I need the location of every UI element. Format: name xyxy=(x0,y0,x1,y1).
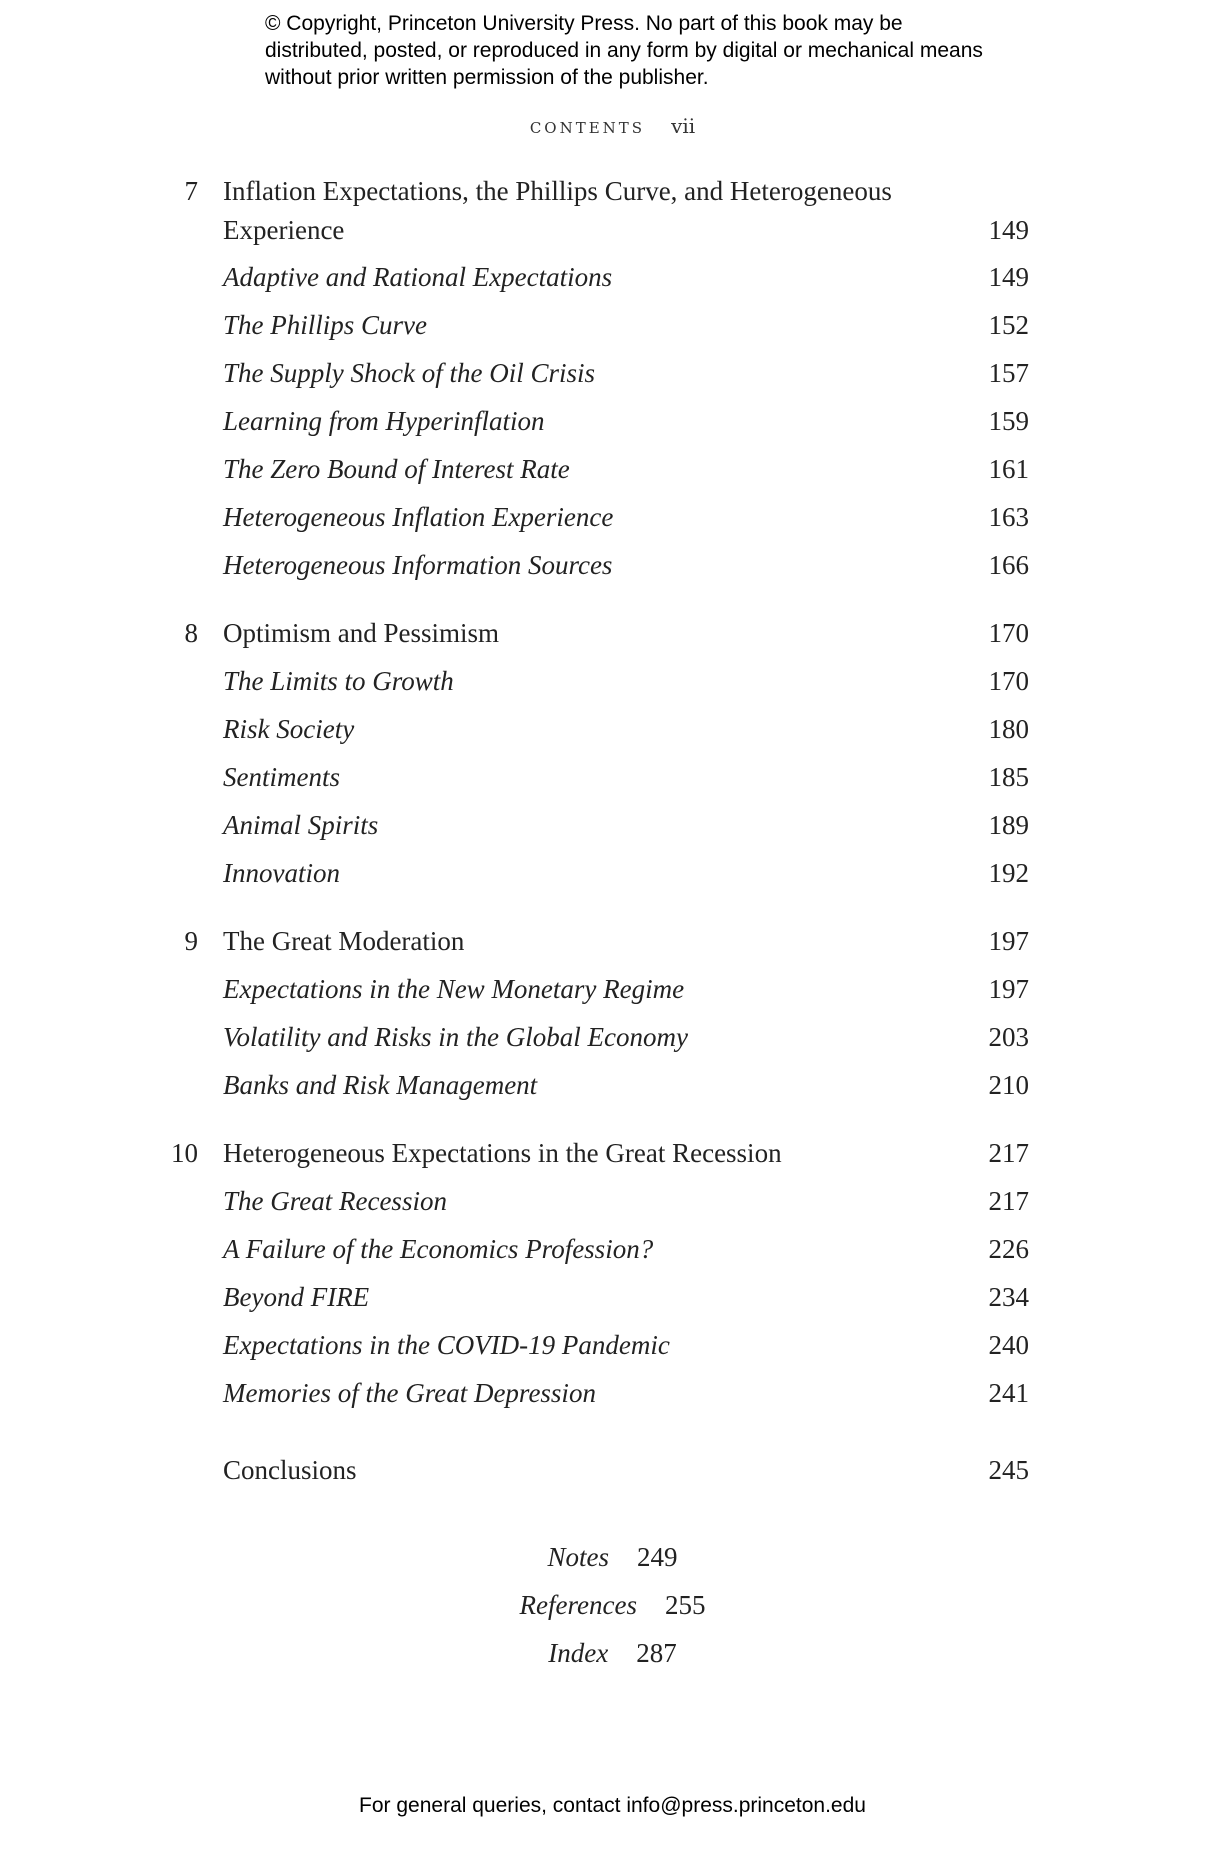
section-title: Memories of the Great Depression xyxy=(223,1378,596,1408)
back-matter-title: Index xyxy=(548,1638,609,1668)
chapter-page: 170 xyxy=(988,618,1029,648)
section-title: The Great Recession xyxy=(223,1186,447,1216)
running-head-label: CONTENTS xyxy=(529,119,646,137)
conclusions-title: Conclusions xyxy=(223,1455,357,1485)
back-matter-page: 287 xyxy=(636,1638,677,1668)
footer-contact: For general queries, contact info@press.princeton.edu xyxy=(359,1794,866,1817)
running-head xyxy=(0,114,1225,138)
chapter-page: 197 xyxy=(988,926,1029,956)
chapter-title: Heterogeneous Expectations in the Great Recession xyxy=(223,1138,782,1168)
section-page: 240 xyxy=(988,1330,1029,1360)
chapter-page: 149 xyxy=(988,215,1029,245)
section-title: Expectations in the COVID-19 Pandemic xyxy=(223,1330,670,1360)
section-title: Volatility and Risks in the Global Economy xyxy=(223,1022,688,1052)
section-page: 210 xyxy=(988,1070,1029,1100)
section-page: 241 xyxy=(988,1378,1029,1408)
section-title: Beyond FIRE xyxy=(223,1282,370,1312)
section-page: 185 xyxy=(988,762,1029,792)
chapter-title: Optimism and Pessimism xyxy=(223,618,500,648)
toc-back-matter-index[interactable] xyxy=(0,1638,1225,1669)
section-page: 166 xyxy=(988,550,1029,580)
chapter-number: 9 xyxy=(184,926,198,956)
section-title: Animal Spirits xyxy=(223,810,379,840)
section-page: 197 xyxy=(988,974,1029,1004)
section-page: 163 xyxy=(988,502,1029,532)
section-title: A Failure of the Economics Profession? xyxy=(223,1234,654,1264)
section-page: 180 xyxy=(988,714,1029,744)
section-page: 170 xyxy=(988,666,1029,696)
page-folio: vii xyxy=(671,114,696,138)
section-title: The Limits to Growth xyxy=(223,666,454,696)
section-page: 217 xyxy=(988,1186,1029,1216)
section-page: 152 xyxy=(988,310,1029,340)
chapter-title: The Great Moderation xyxy=(223,926,465,956)
section-page: 203 xyxy=(988,1022,1029,1052)
section-title: Risk Society xyxy=(223,714,355,744)
section-page: 159 xyxy=(988,406,1029,436)
toc-back-matter-notes[interactable] xyxy=(0,1542,1225,1573)
back-matter-page: 249 xyxy=(637,1542,678,1572)
back-matter-title: Notes xyxy=(547,1542,609,1572)
chapter-title: Inflation Expectations, the Phillips Curve, and Heterogeneous Experience xyxy=(223,176,892,245)
chapter-number: 8 xyxy=(184,618,198,648)
toc-back-matter-references[interactable] xyxy=(0,1590,1225,1621)
section-title: Expectations in the New Monetary Regime xyxy=(223,974,685,1004)
chapter-page: 217 xyxy=(988,1138,1029,1168)
conclusions-page: 245 xyxy=(988,1455,1029,1485)
section-title: Adaptive and Rational Expectations xyxy=(223,262,613,292)
section-title: Heterogeneous Inflation Experience xyxy=(223,502,614,532)
section-title: Heterogeneous Information Sources xyxy=(223,550,613,580)
back-matter-title: References xyxy=(519,1590,637,1620)
section-page: 161 xyxy=(988,454,1029,484)
section-title: Innovation xyxy=(223,858,340,888)
section-page: 226 xyxy=(988,1234,1029,1264)
back-matter-page: 255 xyxy=(664,1590,706,1620)
section-title: Banks and Risk Management xyxy=(223,1070,538,1100)
chapter-number: 7 xyxy=(184,176,198,206)
copyright-notice: © Copyright, Princeton University Press. No part of this book may be distributed, posted, or reproduced in any form by digital or mechanical means without prior written permission of the publisher. xyxy=(265,12,983,89)
section-title: The Supply Shock of the Oil Crisis xyxy=(223,358,595,388)
section-title: Learning from Hyperinflation xyxy=(223,406,545,436)
section-title: Sentiments xyxy=(223,762,340,792)
section-title: The Zero Bound of Interest Rate xyxy=(223,454,570,484)
section-page: 192 xyxy=(988,858,1029,888)
section-page: 189 xyxy=(988,810,1029,840)
chapter-number: 10 xyxy=(171,1138,198,1168)
section-page: 157 xyxy=(988,358,1029,388)
section-page: 149 xyxy=(988,262,1029,292)
section-title: The Phillips Curve xyxy=(223,310,427,340)
section-page: 234 xyxy=(988,1282,1029,1312)
